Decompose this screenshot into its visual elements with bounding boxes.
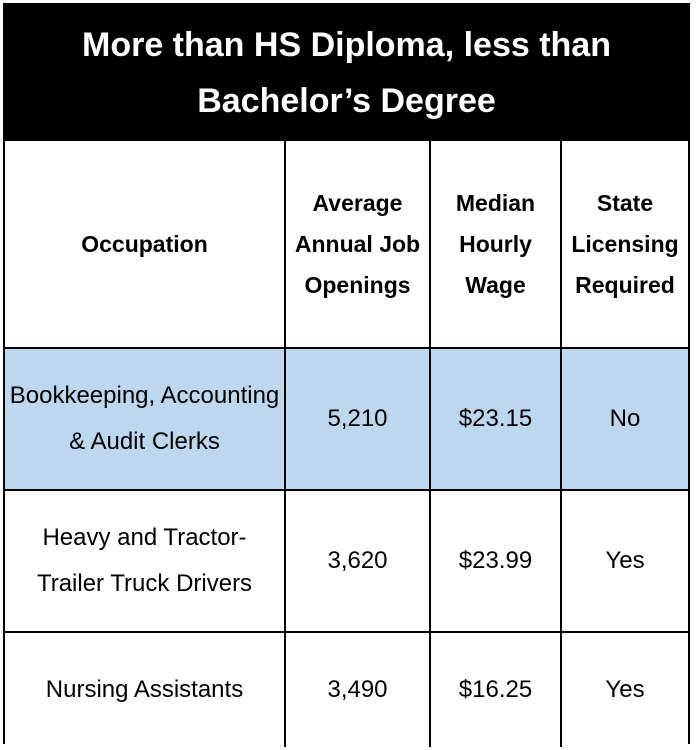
cell-licensing: No [561, 348, 688, 490]
table-row [5, 490, 688, 632]
cell-occupation: Heavy and Tractor-Trailer Truck Drivers [5, 490, 285, 632]
cell-occupation: Nursing Assistants [5, 632, 285, 747]
title-banner [5, 5, 688, 141]
cell-median-wage: $23.99 [430, 490, 561, 632]
table-header-row [5, 141, 688, 348]
cell-median-wage: $16.25 [430, 632, 561, 747]
table-row [5, 348, 688, 490]
page-title: More than HS Diploma, less than Bachelor’s Degree [82, 26, 611, 120]
cell-licensing: Yes [561, 490, 688, 632]
cell-licensing: Yes [561, 632, 688, 747]
cell-job-openings: 3,620 [285, 490, 430, 632]
occupation-table [5, 141, 688, 747]
header-licensing: State Licensing Required [561, 141, 688, 348]
cell-job-openings: 5,210 [285, 348, 430, 490]
table-frame [3, 3, 690, 744]
header-occupation: Occupation [5, 141, 285, 348]
cell-median-wage: $23.15 [430, 348, 561, 490]
header-median-wage: Median Hourly Wage [430, 141, 561, 348]
cell-occupation: Bookkeeping, Accounting & Audit Clerks [5, 348, 285, 490]
table-row [5, 632, 688, 747]
header-job-openings: Average Annual Job Openings [285, 141, 430, 348]
cell-job-openings: 3,490 [285, 632, 430, 747]
